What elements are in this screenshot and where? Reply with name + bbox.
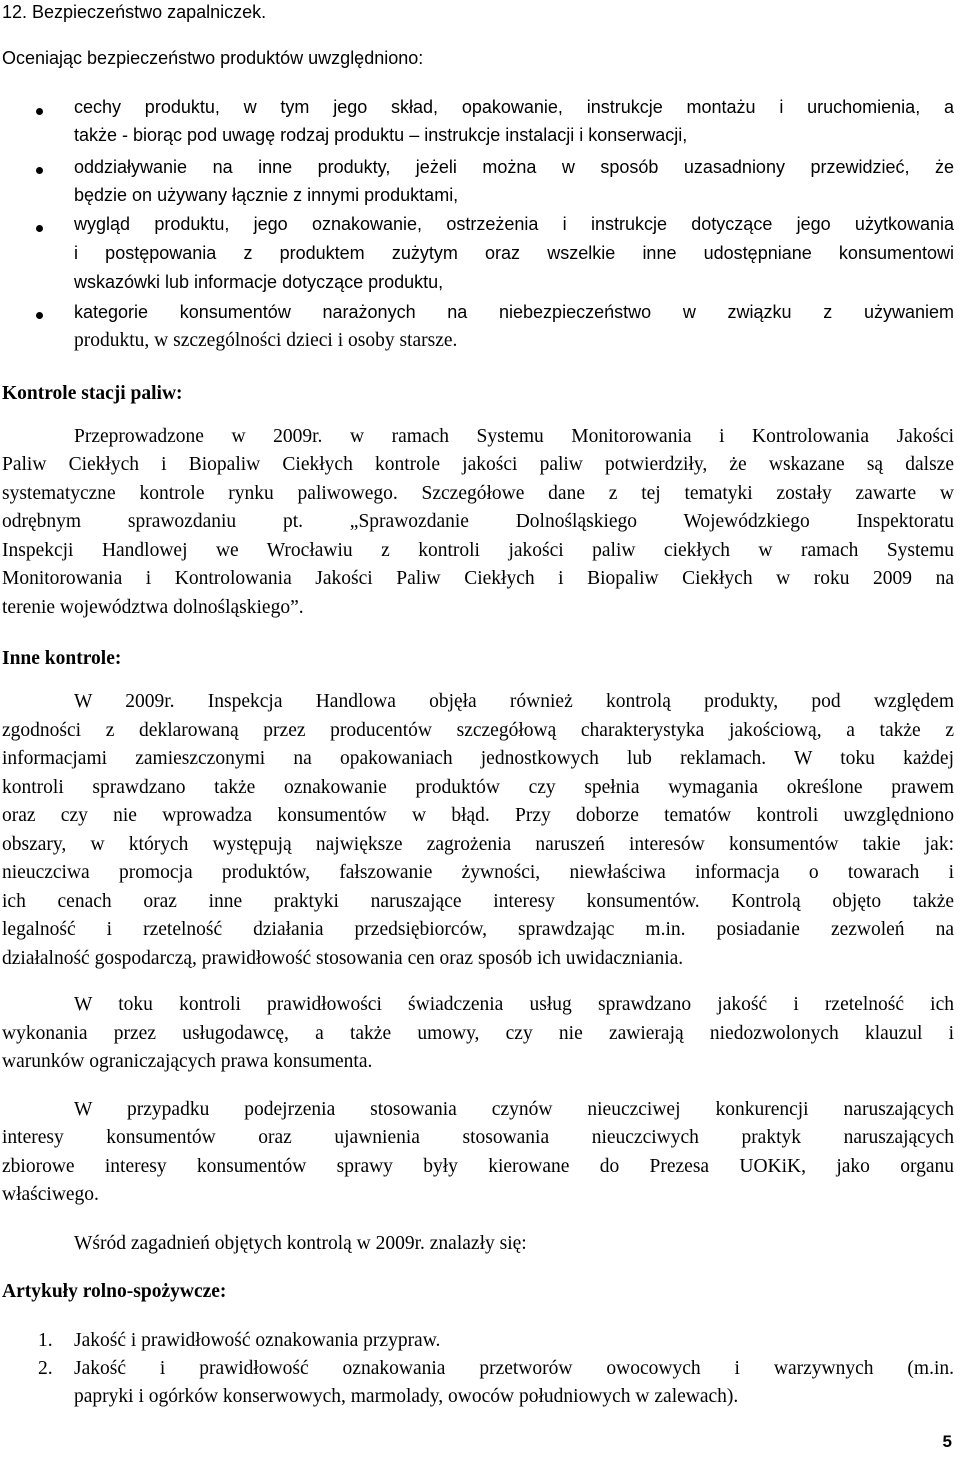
bullet-3-line-2: i postępowania z produktem zużytym oraz wszelkie inne udostępniane konsumentowi <box>74 243 954 263</box>
bullet-2-line-1: oddziaływanie na inne produkty, jeżeli można w sposób uzasadniony przewidzieć, że <box>74 157 954 177</box>
list-number: 2. <box>38 1358 53 1379</box>
bullet-dot <box>36 108 43 115</box>
other-para3-line: W przypadku podejrzenia stosowania czynów nieuczciwej konkurencji naruszających <box>74 1099 954 1120</box>
fuel-para-line: Inspekcji Handlowej we Wrocławiu z kontroli jakości paliw ciekłych w ramach Systemu <box>2 540 954 561</box>
section-title-agri: Artykuły rolno-spożywcze: <box>2 1281 227 1302</box>
section-title-other: Inne kontrole: <box>2 648 122 669</box>
other-para1-line: kontroli sprawdzano także oznakowanie produktów czy spełnia wymagania określone prawem <box>2 777 954 798</box>
other-para1-line: nieuczciwa promocja produktów, fałszowanie żywności, niewłaściwa informacja o towarach i <box>2 862 954 883</box>
other-para1-line: informacjami zamieszczonymi na opakowaniach jednostkowych lub reklamach. W toku każdej <box>2 748 954 769</box>
bullet-dot <box>36 312 43 319</box>
other-para2-line: warunków ograniczających prawa konsumenta. <box>2 1051 373 1072</box>
other-para3-line: interesy konsumentów oraz ujawnienia stosowania nieuczciwych praktyk naruszających <box>2 1127 954 1148</box>
other-para1-line: ich cenach oraz inne praktyki naruszające interesy konsumentów. Kontrolą objęto także <box>2 891 954 912</box>
other-para3-line: zbiorowe interesy konsumentów sprawy były kierowane do Prezesa UOKiK, jako organu <box>2 1156 954 1177</box>
other-para1-line: zgodności z deklarowaną przez producentów szczegółową charakterystyka jakościową, a także z <box>2 720 954 741</box>
list-item-2-line-2: papryki i ogórków konserwowych, marmolady, owoców południowych w zalewach). <box>74 1386 739 1407</box>
bullet-1-line-1: cechy produktu, w tym jego skład, opakowanie, instrukcje montażu i uruchomienia, a <box>74 97 954 117</box>
fuel-para-line: Monitorowania i Kontrolowania Jakości Paliw Ciekłych i Biopaliw Ciekłych w roku 2009 na <box>2 568 954 589</box>
other-para1-line: działalność gospodarczą, prawidłowość stosowania cen oraz sposób ich uwidaczniania. <box>2 948 684 969</box>
other-para1-line: oraz czy nie wprowadza konsumentów w błąd. Przy doborze tematów kontroli uwzględniono <box>2 805 954 826</box>
fuel-para-line: Przeprowadzone w 2009r. w ramach Systemu Monitorowania i Kontrolowania Jakości <box>74 426 954 447</box>
section-title-fuel: Kontrole stacji paliw: <box>2 383 183 404</box>
bullet-3-line-3: wskazówki lub informacje dotyczące produktu, <box>74 272 444 292</box>
fuel-para-line: terenie województwa dolnośląskiego”. <box>2 597 304 618</box>
bullet-1-line-2: także - biorąc pod uwagę rodzaj produktu – instrukcje instalacji i konserwacji, <box>74 125 688 145</box>
other-para3-line: właściwego. <box>2 1184 99 1205</box>
bullet-dot <box>36 225 43 232</box>
other-para1-line: legalność i rzetelność działania przedsiębiorców, sprawdzając m.in. posiadanie zezwoleń na <box>2 919 954 940</box>
fuel-para-line: systematyczne kontrole rynku paliwowego. Szczegółowe dane z tej tematyki zostały zawarte w <box>2 483 954 504</box>
bullet-2-line-2: będzie on używany łącznie z innymi produktami, <box>74 185 459 205</box>
other-para4: Wśród zagadnień objętych kontrolą w 2009r. znalazły się: <box>74 1233 527 1254</box>
list-item-2-line-1: Jakość i prawidłowość oznakowania przetworów owocowych i warzywnych (m.in. <box>74 1358 954 1379</box>
page-number: 5 <box>942 1432 952 1451</box>
intro-text: Oceniając bezpieczeństwo produktów uwzględniono: <box>2 48 424 68</box>
bullet-4-line-1: kategorie konsumentów narażonych na niebezpieczeństwo w związku z używaniem <box>74 302 954 322</box>
bullet-4-line-2: produktu, w szczególności dzieci i osoby starsze. <box>74 330 458 351</box>
other-para2-line: wykonania przez usługodawcę, a także umowy, czy nie zawierają niedozwolonych klauzul i <box>2 1023 954 1044</box>
bullet-3-line-1: wygląd produktu, jego oznakowanie, ostrzeżenia i instrukcje dotyczące jego użytkowania <box>74 214 954 234</box>
section-heading: 12. Bezpieczeństwo zapalniczek. <box>2 2 267 22</box>
other-para1-line: obszary, w których występują największe zagrożenia naruszeń interesów konsumentów takie jak: <box>2 834 954 855</box>
fuel-para-line: Paliw Ciekłych i Biopaliw Ciekłych kontrole jakości paliw potwierdziły, że wskazane są dalsze <box>2 454 954 475</box>
list-item-1: Jakość i prawidłowość oznakowania przypraw. <box>74 1330 441 1351</box>
bullet-dot <box>36 167 43 174</box>
list-number: 1. <box>38 1330 53 1351</box>
other-para2-line: W toku kontroli prawidłowości świadczenia usług sprawdzano jakość i rzetelność ich <box>74 994 954 1015</box>
other-para1-line: W 2009r. Inspekcja Handlowa objęła również kontrolą produkty, pod względem <box>74 691 954 712</box>
fuel-para-line: odrębnym sprawozdaniu pt. „Sprawozdanie Dolnośląskiego Wojewódzkiego Inspektoratu <box>2 511 954 532</box>
